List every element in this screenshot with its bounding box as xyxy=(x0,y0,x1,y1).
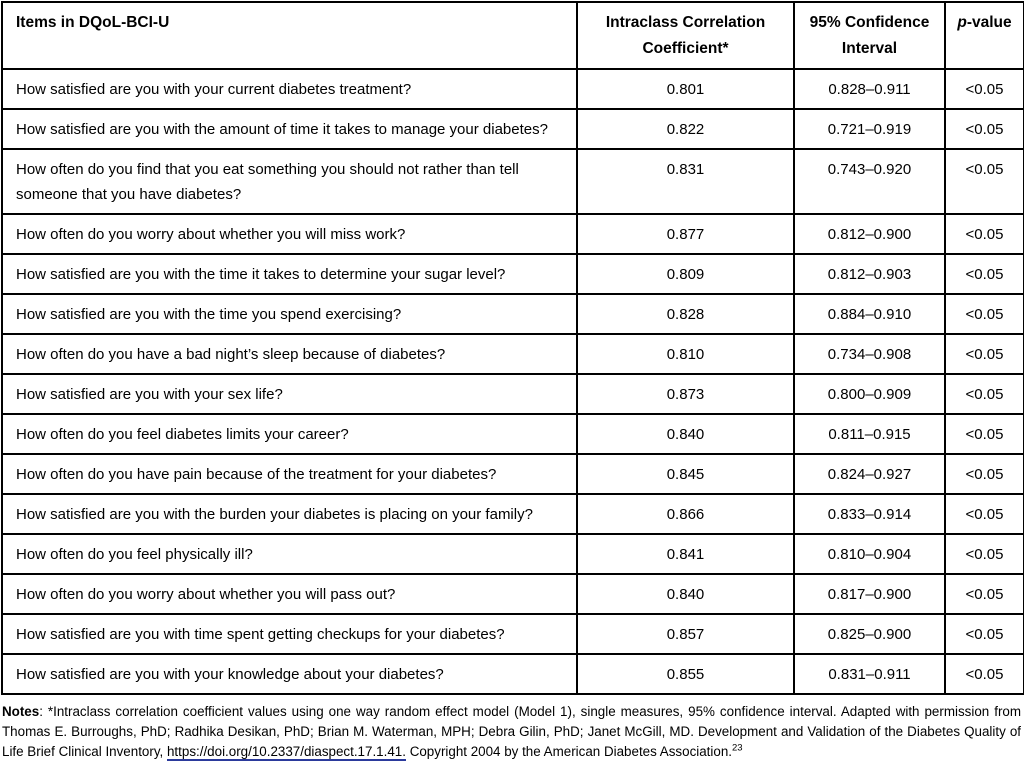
cell-icc: 0.840 xyxy=(577,574,794,614)
cell-p: <0.05 xyxy=(945,254,1024,294)
cell-p: <0.05 xyxy=(945,654,1024,694)
cell-item: How often do you feel physically ill? xyxy=(2,534,577,574)
cell-icc: 0.840 xyxy=(577,414,794,454)
cell-p: <0.05 xyxy=(945,214,1024,254)
cell-item: How satisfied are you with the burden your diabetes is placing on your family? xyxy=(2,494,577,534)
cell-icc: 0.809 xyxy=(577,254,794,294)
header-icc: Intraclass Correlation Coefficient* xyxy=(577,2,794,69)
cell-icc: 0.873 xyxy=(577,374,794,414)
cell-icc: 0.855 xyxy=(577,654,794,694)
cell-icc: 0.801 xyxy=(577,69,794,109)
cell-item: How often do you worry about whether you will miss work? xyxy=(2,214,577,254)
table-row xyxy=(2,614,1024,654)
table-body xyxy=(2,69,1024,694)
cell-ci: 0.833–0.914 xyxy=(794,494,945,534)
table-row xyxy=(2,69,1024,109)
table-row xyxy=(2,574,1024,614)
doi-link[interactable]: https://doi.org/10.2337/diaspect.17.1.41. xyxy=(166,744,406,759)
cell-ci: 0.812–0.903 xyxy=(794,254,945,294)
table-notes xyxy=(0,695,1024,762)
notes-label: Notes xyxy=(2,704,40,719)
cell-item: How satisfied are you with time spent getting checkups for your diabetes? xyxy=(2,614,577,654)
cell-p: <0.05 xyxy=(945,334,1024,374)
cell-p: <0.05 xyxy=(945,494,1024,534)
cell-icc: 0.831 xyxy=(577,149,794,214)
cell-ci: 0.828–0.911 xyxy=(794,69,945,109)
cell-item: How satisfied are you with the time it takes to determine your sugar level? xyxy=(2,254,577,294)
cell-item: How often do you have a bad night’s sleep because of diabetes? xyxy=(2,334,577,374)
cell-ci: 0.800–0.909 xyxy=(794,374,945,414)
cell-ci: 0.811–0.915 xyxy=(794,414,945,454)
table-row xyxy=(2,109,1024,149)
cell-p: <0.05 xyxy=(945,534,1024,574)
table-row xyxy=(2,254,1024,294)
cell-icc: 0.841 xyxy=(577,534,794,574)
cell-icc: 0.857 xyxy=(577,614,794,654)
table-row xyxy=(2,414,1024,454)
table-row xyxy=(2,374,1024,414)
notes-text-before-link: : *Intraclass correlation coefficient values using one way random effect model (Model 1), single measures, 95% confidence interval. Adapted with permission from Thomas E. Burroughs, PhD; Radhika Desikan, PhD; Brian M. Waterman, MPH; Debra Gilin, PhD; Janet McGill, MD. Development and Validation of the Diabetes Quality of Life Brief Clinical Inventory, xyxy=(2,704,1021,759)
cell-p: <0.05 xyxy=(945,109,1024,149)
table-row xyxy=(2,334,1024,374)
table-row xyxy=(2,149,1024,214)
cell-item: How often do you have pain because of the treatment for your diabetes? xyxy=(2,454,577,494)
paper-table-page xyxy=(0,1,1024,759)
table-row xyxy=(2,294,1024,334)
cell-ci: 0.734–0.908 xyxy=(794,334,945,374)
cell-icc: 0.877 xyxy=(577,214,794,254)
cell-ci: 0.743–0.920 xyxy=(794,149,945,214)
header-ci: 95% Confidence Interval xyxy=(794,2,945,69)
p-value-rest: -value xyxy=(966,14,1012,31)
cell-icc: 0.828 xyxy=(577,294,794,334)
citation-superscript: 23 xyxy=(732,742,743,754)
cell-icc: 0.822 xyxy=(577,109,794,149)
table-row xyxy=(2,534,1024,574)
cell-item: How often do you feel diabetes limits your career? xyxy=(2,414,577,454)
table-row xyxy=(2,494,1024,534)
cell-ci: 0.831–0.911 xyxy=(794,654,945,694)
table-row xyxy=(2,214,1024,254)
cell-ci: 0.825–0.900 xyxy=(794,614,945,654)
cell-item: How often do you find that you eat something you should not rather than tell someone that you have diabetes? xyxy=(2,149,577,214)
cell-item: How satisfied are you with your knowledge about your diabetes? xyxy=(2,654,577,694)
cell-icc: 0.866 xyxy=(577,494,794,534)
cell-p: <0.05 xyxy=(945,574,1024,614)
cell-ci: 0.812–0.900 xyxy=(794,214,945,254)
cell-ci: 0.810–0.904 xyxy=(794,534,945,574)
cell-ci: 0.884–0.910 xyxy=(794,294,945,334)
cell-p: <0.05 xyxy=(945,149,1024,214)
cell-p: <0.05 xyxy=(945,374,1024,414)
header-p-value xyxy=(945,2,1024,69)
cell-item: How satisfied are you with the amount of time it takes to manage your diabetes? xyxy=(2,109,577,149)
cell-icc: 0.845 xyxy=(577,454,794,494)
cell-ci: 0.721–0.919 xyxy=(794,109,945,149)
table-header-row xyxy=(2,2,1024,69)
cell-icc: 0.810 xyxy=(577,334,794,374)
cell-item: How satisfied are you with your current diabetes treatment? xyxy=(2,69,577,109)
cell-item: How often do you worry about whether you will pass out? xyxy=(2,574,577,614)
cell-item: How satisfied are you with your sex life? xyxy=(2,374,577,414)
notes-text-after-link: Copyright 2004 by the American Diabetes Association. xyxy=(405,744,732,759)
cell-p: <0.05 xyxy=(945,414,1024,454)
table-row xyxy=(2,454,1024,494)
cell-p: <0.05 xyxy=(945,294,1024,334)
cell-p: <0.05 xyxy=(945,69,1024,109)
table-row xyxy=(2,654,1024,694)
cell-ci: 0.824–0.927 xyxy=(794,454,945,494)
icc-reliability-table xyxy=(1,1,1024,695)
cell-item: How satisfied are you with the time you spend exercising? xyxy=(2,294,577,334)
cell-p: <0.05 xyxy=(945,454,1024,494)
cell-ci: 0.817–0.900 xyxy=(794,574,945,614)
header-items: Items in DQoL-BCI-U xyxy=(2,2,577,69)
cell-p: <0.05 xyxy=(945,614,1024,654)
p-value-italic-p: p xyxy=(957,14,967,31)
